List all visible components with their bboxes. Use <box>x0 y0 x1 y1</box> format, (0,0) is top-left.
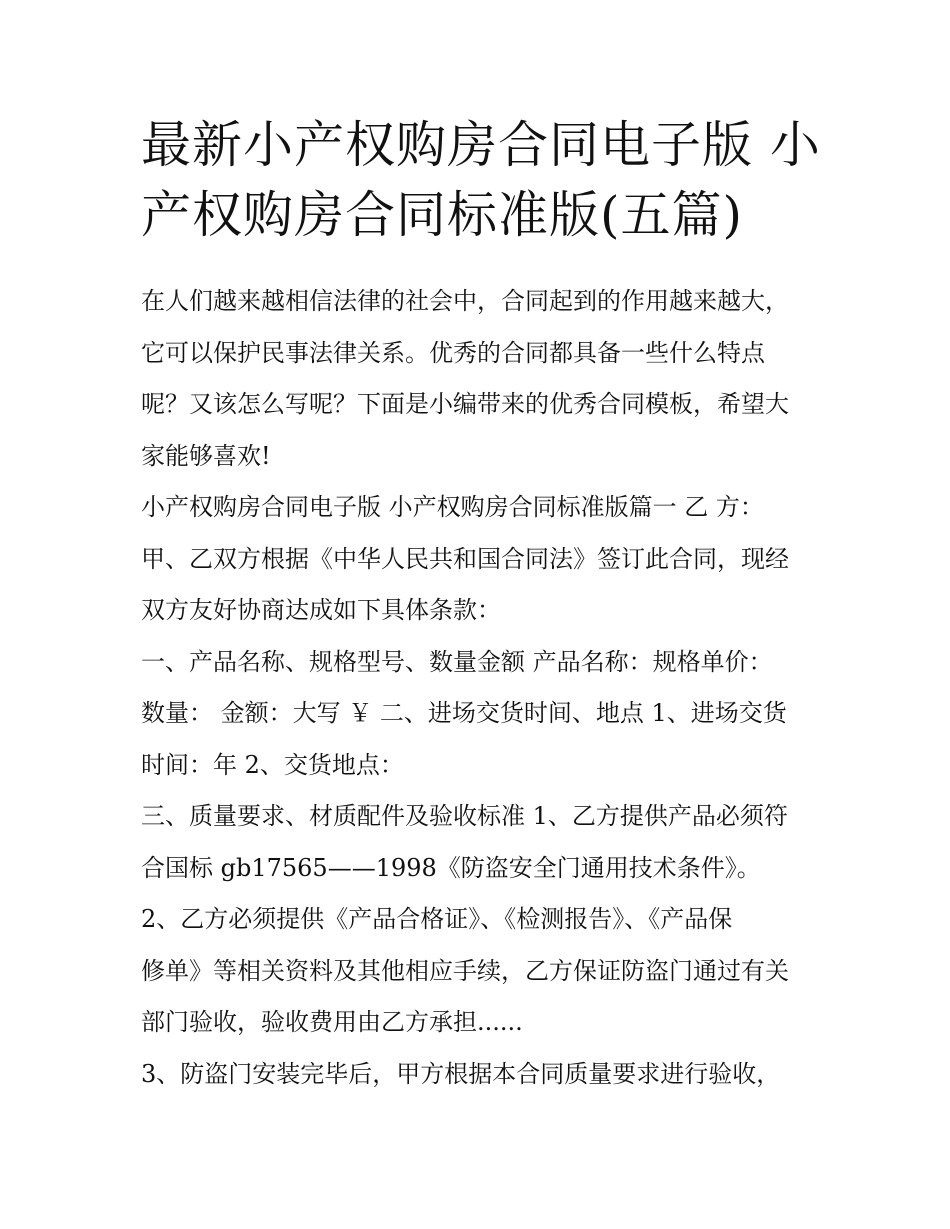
document-title <box>141 110 821 250</box>
intro-line-1: 在人们越来越相信法律的社会中，合同起到的作用越来越大， <box>141 287 789 315</box>
document-page <box>141 110 821 1100</box>
clause-three-2-line-1: 2、乙方必须提供《产品合格证》、《检测报告》、《产品保 <box>141 905 733 933</box>
intro-line-4: 家能够喜欢! <box>141 441 271 470</box>
clause-one-line-3: 时间：年 2、交货地点： <box>141 750 404 779</box>
intro-line-3: 呢？又该怎么写呢？下面是小编带来的优秀合同模板，希望大 <box>141 390 789 418</box>
section-heading-line: 小产权购房合同电子版 小产权购房合同标准版篇一 乙 方： <box>141 493 764 521</box>
clause-three-line-2: 合国标 gb17565——1998《防盗安全门通用技术条件》。 <box>141 853 761 882</box>
title-line-1: 最新小产权购房合同电子版 小 <box>141 116 821 174</box>
clause-three-2-line-3: 部门验收，验收费用由乙方承担...... <box>141 1008 523 1036</box>
contract-preamble-line-1: 甲、乙双方根据《中华人民共和国合同法》签订此合同，现经 <box>141 544 789 573</box>
intro-line-2: 它可以保护民事法律关系。优秀的合同都具备一些什么特点 <box>141 338 765 367</box>
document-body <box>141 276 813 1100</box>
clause-three-3-line-1: 3、防盗门安装完毕后，甲方根据本合同质量要求进行验收， <box>141 1059 781 1088</box>
clause-one-line-2: 数量： 金额：大写 ￥ 二、进场交货时间、地点 1、进场交货 <box>141 699 787 727</box>
clause-three-line-1: 三、质量要求、材质配件及验收标准 1、乙方提供产品必须符 <box>141 802 788 830</box>
title-line-2: 产权购房合同标准版(五篇) <box>141 186 744 244</box>
clause-one-line-1: 一、产品名称、规格型号、数量金额 产品名称：规格单价： <box>141 647 773 676</box>
contract-preamble-line-2: 双方友好协商达成如下具体条款： <box>141 596 501 624</box>
clause-three-2-line-2: 修单》等相关资料及其他相应手续，乙方保证防盗门通过有关 <box>141 956 789 985</box>
